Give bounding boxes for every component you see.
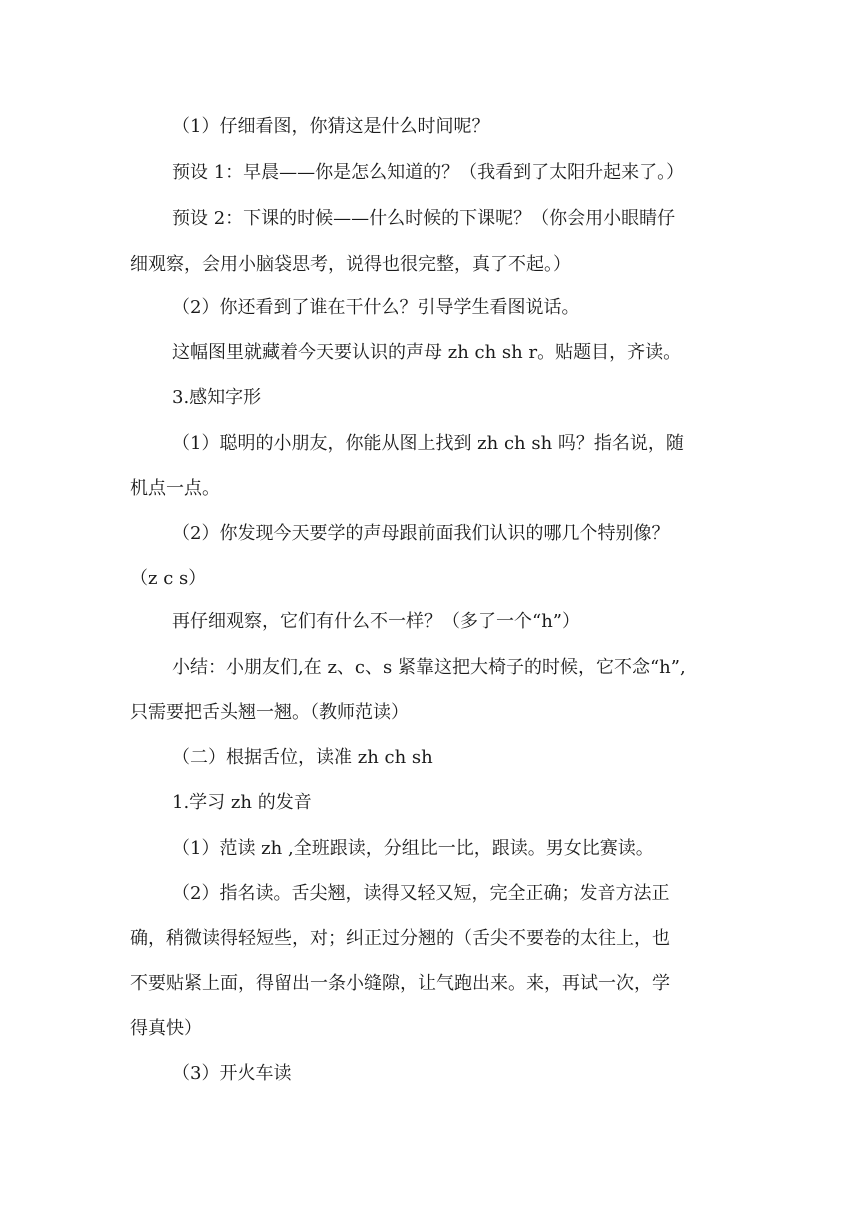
- paragraph-line: （1）聪明的小朋友，你能从图上找到 zh ch sh 吗？指名说，随: [172, 433, 684, 454]
- paragraph-line: （2）指名读。舌尖翘，读得又轻又短，完全正确；发音方法正: [172, 883, 670, 904]
- paragraph-line: （3）开火车读: [172, 1063, 292, 1084]
- paragraph-line: （z c s）: [130, 568, 207, 589]
- paragraph-line: （2）你发现今天要学的声母跟前面我们认识的哪几个特别像？: [172, 523, 670, 544]
- paragraph-line: 这幅图里就藏着今天要认识的声母 zh ch sh r。贴题目，齐读。: [172, 342, 682, 363]
- paragraph-line: 预设 2：下课的时候——什么时候的下课呢？（你会用小眼睛仔: [172, 208, 676, 229]
- paragraph-line: （1）仔细看图，你猜这是什么时间呢？: [172, 116, 490, 137]
- paragraph-line: 再仔细观察，它们有什么不一样？（多了一个“h”）: [172, 611, 580, 632]
- paragraph-line: 得真快）: [130, 1018, 202, 1039]
- paragraph-line: 机点一点。: [130, 478, 220, 499]
- section-heading: （二）根据舌位，读准 zh ch sh: [172, 747, 433, 768]
- paragraph-line: （2）你还看到了谁在干什么？引导学生看图说话。: [172, 297, 580, 318]
- paragraph-line: 不要贴紧上面，得留出一条小缝隙，让气跑出来。来，再试一次，学: [130, 973, 670, 994]
- paragraph-line: 细观察，会用小脑袋思考，说得也很完整，真了不起。）: [130, 254, 571, 275]
- section-heading: 3.感知字形: [172, 387, 262, 408]
- paragraph-line: 只需要把舌头翘一翘。（教师范读）: [130, 702, 409, 723]
- paragraph-line: 确，稍微读得轻短些，对；纠正过分翘的（舌尖不要卷的太往上，也: [130, 928, 670, 949]
- paragraph-line: 小结：小朋友们,在 z、c、s 紧靠这把大椅子的时候，它不念“h”,: [172, 657, 686, 678]
- section-heading: 1.学习 zh 的发音: [172, 792, 312, 813]
- paragraph-line: 预设 1：早晨——你是怎么知道的？（我看到了太阳升起来了。）: [172, 162, 685, 183]
- paragraph-line: （1）范读 zh ,全班跟读，分组比一比，跟读。男女比赛读。: [172, 838, 654, 859]
